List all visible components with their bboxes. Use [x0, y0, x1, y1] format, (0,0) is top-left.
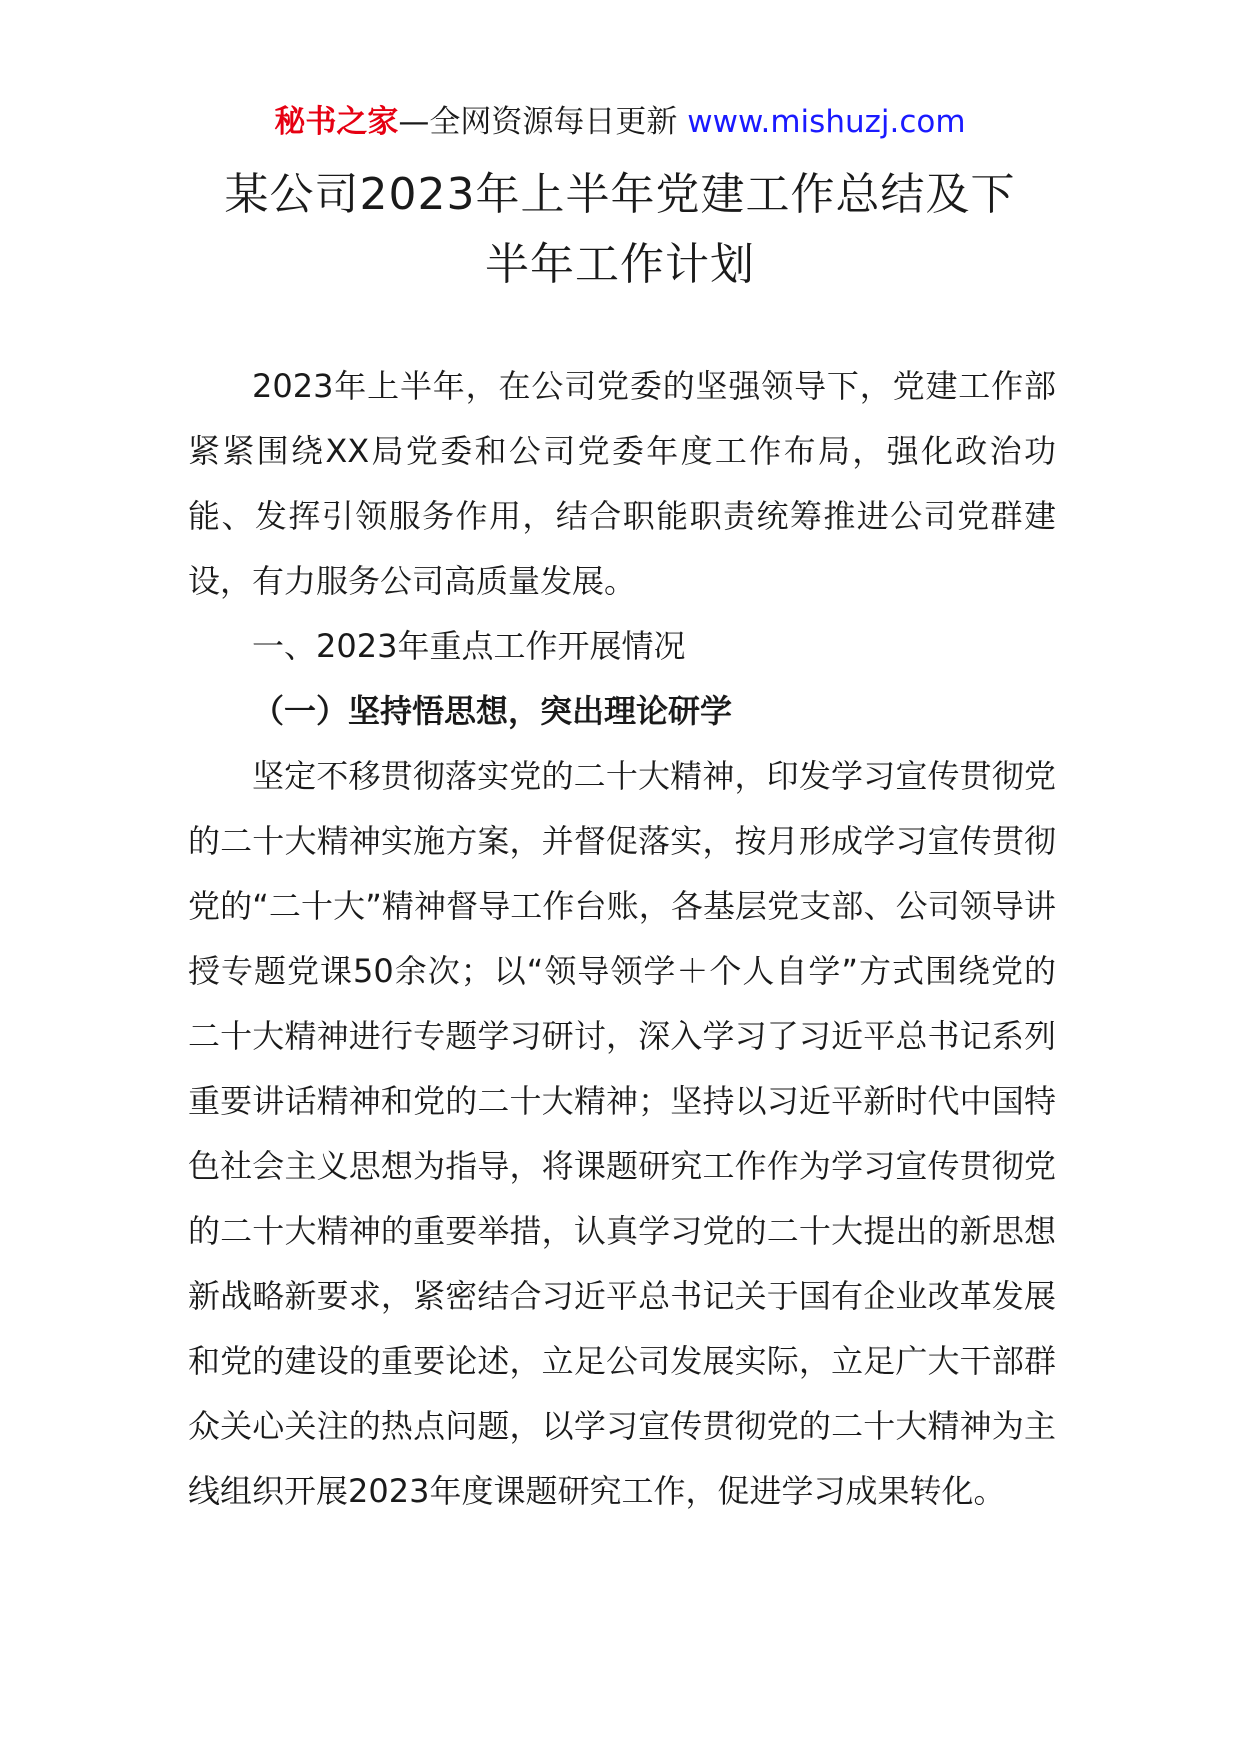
- document-body: [188, 354, 1056, 1524]
- brand-name: 秘书之家: [274, 104, 399, 140]
- section-heading-1: 一、2023年重点工作开展情况: [252, 627, 686, 665]
- title-line-1: 某公司2023年上半年党建工作总结及下: [224, 169, 1016, 220]
- site-url-link[interactable]: www.mishuzj.com: [687, 104, 966, 140]
- title-line-2: 半年工作计划: [485, 239, 755, 290]
- watermark-header: [0, 102, 1240, 142]
- intro-paragraph: 2023年上半年，在公司党委的坚强领导下，党建工作部紧紧围绕XX局党委和公司党委年度工作布局，强化政治功能、发挥引领服务作用，结合职能职责统筹推进公司党群建设，有力服务公司高质量发展。: [188, 367, 1056, 600]
- body-paragraph-1: 坚定不移贯彻落实党的二十大精神，印发学习宣传贯彻党的二十大精神实施方案，并督促落实，按月形成学习宣传贯彻党的“二十大”精神督导工作台账，各基层党支部、公司领导讲授专题党课50余次；以“领导领学＋个人自学”方式围绕党的二十大精神进行专题学习研讨，深入学习了习近平总书记系列重要讲话精神和党的二十大精神；坚持以习近平新时代中国特色社会主义思想为指导，将课题研究工作作为学习宣传贯彻党的二十大精神的重要举措，认真学习党的二十大提出的新思想新战略新要求，紧密结合习近平总书记关于国有企业改革发展和党的建设的重要论述，立足公司发展实际，立足广大干部群众关心关注的热点问题，以学习宣传贯彻党的二十大精神为主线组织开展2023年度课题研究工作，促进学习成果转化。: [188, 757, 1056, 1510]
- header-tagline: —全网资源每日更新: [398, 104, 688, 140]
- subsection-heading-1: （一）坚持悟思想，突出理论研学: [252, 692, 733, 730]
- document-title: [160, 160, 1080, 300]
